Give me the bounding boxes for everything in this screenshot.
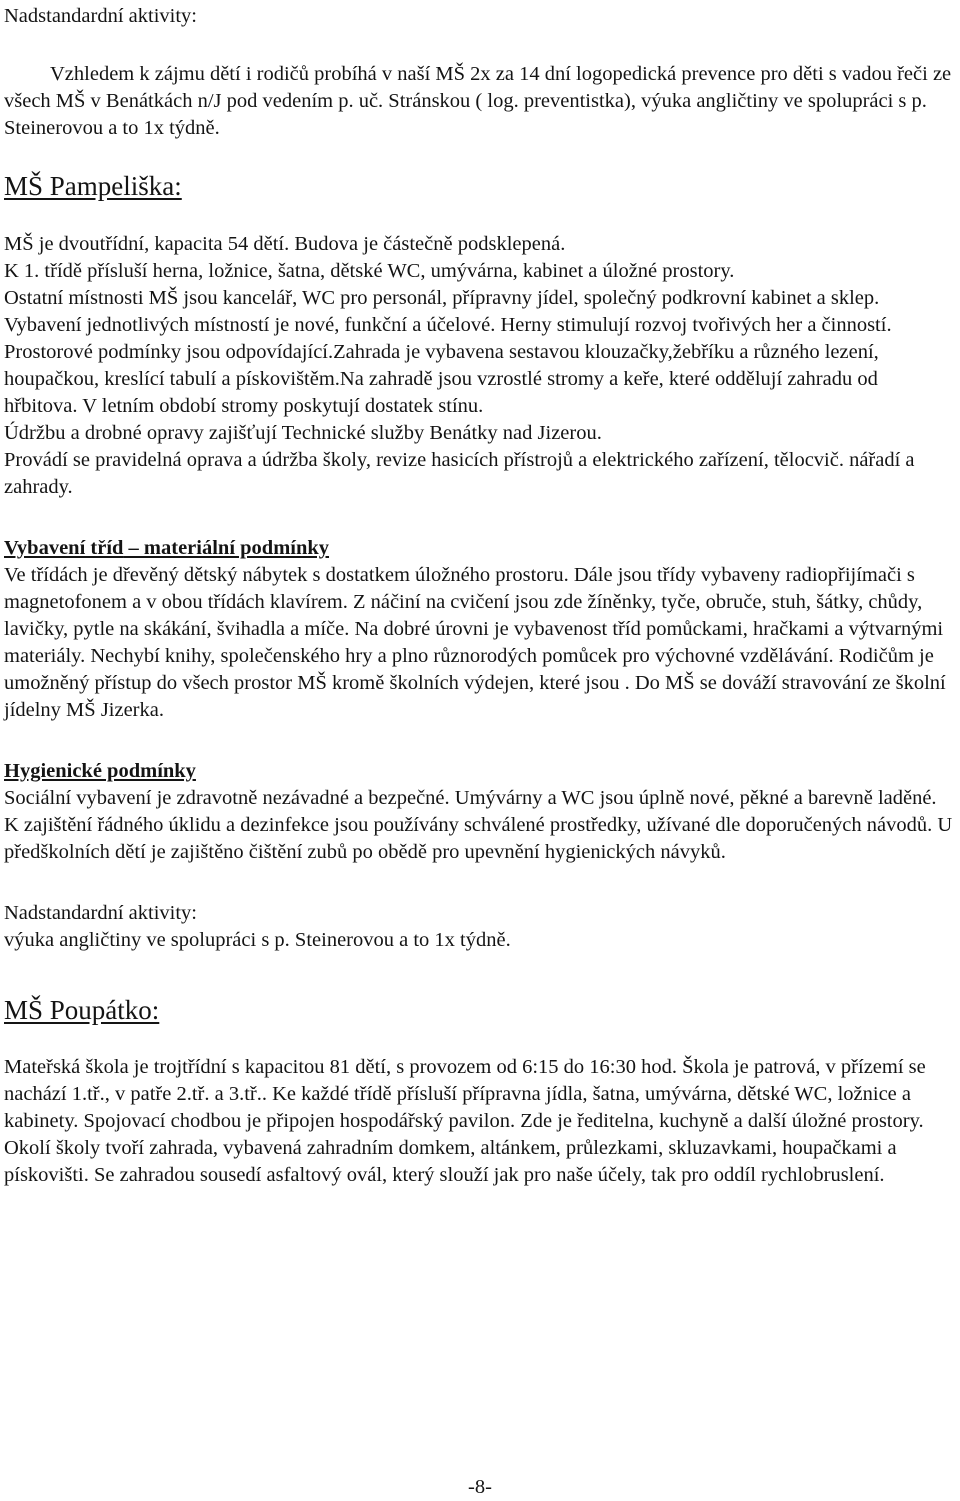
hygiene-heading: Hygienické podmínky: [4, 760, 196, 782]
poupatko-paragraph: Mateřská škola je trojtřídní s kapacitou 81 dětí, s provozem od 6:15 do 16:30 hod. Škola je patrová, v přízemí se nachází 1.tř., v patře 2.tř. a 3.tř.. Ke každé třídě přísluší přípravna jídla, šatna, umývárna, dětské WC, ložnice a kabinety. Spojovací chodbou je připojen hospodářský pavilon. Zde je ředitelna, kuchyně a další úložné prostory. Okolí školy tvoří zahrada, vybavená zahradním domkem, altánkem, průlezkami, skluzavkami, houpačkami a pískovišti. Se zahradou sousedí asfaltový ovál, který slouží jak pro naše účely, tak pro oddíl rychlobruslení.: [4, 1056, 926, 1186]
intro-label: Nadstandardní aktivity:: [4, 5, 197, 27]
extra-line: výuka angličtiny ve spolupráci s p. Steinerovou a to 1x týdně.: [4, 929, 511, 951]
page-number: -8-: [468, 1476, 492, 1498]
equipment-heading: [4, 535, 956, 562]
poupatko-title: MŠ Poupátko:: [4, 995, 160, 1025]
pampeliska-line-class-rooms: K 1. třídě přísluší herna, ložnice, šatna, dětské WC, umývárna, kabinet a úložné prostory.: [4, 260, 735, 282]
pampeliska-line-maintenance: Údržbu a drobné opravy zajišťují Technické služby Benátky nad Jizerou.: [4, 422, 602, 444]
equipment-heading-part2: – materiální podmínky: [123, 537, 330, 559]
intro-paragraph: Vzhledem k zájmu dětí i rodičů probíhá v naší MŠ 2x za 14 dní logopedická prevence pro děti s vadou řeči ze všech MŠ v Benátkách n/J pod vedením p. uč. Stránskou ( log. preventistka), výuka angličtiny ve spolupráci s p. Steinerovou a to 1x týdně.: [4, 63, 952, 139]
pampeliska-body: [4, 231, 956, 501]
extra-label: Nadstandardní aktivity:: [4, 902, 197, 924]
pampeliska-title: MŠ Pampeliška:: [4, 171, 182, 201]
hygiene-paragraph: Sociální vybavení je zdravotně nezávadné a bezpečné. Umývárny a WC jsou úplně nové, pěkné a barevně laděné. K zajištění řádného úklidu a dezinfekce jsou používány schválené prostředky, užívané dle doporučených návodů. U předškolních dětí je zajištěno čištění zubů po obědě pro upevnění hygienických návyků.: [4, 787, 953, 863]
pampeliska-line-repairs: Provádí se pravidelná oprava a údržba školy, revize hasicích přístrojů a elektrického zařízení, tělocvič. nářadí a zahrady.: [4, 449, 915, 498]
pampeliska-line-capacity: MŠ je dvoutřídní, kapacita 54 dětí. Budova je částečně podsklepená.: [4, 233, 566, 255]
pampeliska-line-other-rooms: Ostatní místnosti MŠ jsou kancelář, WC pro personál, přípravny jídel, společný podkrovní kabinet a sklep.: [4, 287, 880, 309]
document-page: [4, 0, 956, 1189]
equipment-heading-part1: Vybavení tříd: [4, 537, 124, 559]
equipment-paragraph: Ve třídách je dřevěný dětský nábytek s dostatkem úložného prostoru. Dále jsou třídy vybaveny radiopřijímači s magnetofonem a v obou třídách klavírem. Z náčiní na cvičení jsou zde žíněnky, tyče, obruče, stuh, šátky, chůdy, lavičky, pytle na skákání, švihadla a míče. Na dobré úrovni je vybavenost tříd pomůckami, hračkami a výtvarnými materiály. Nechybí knihy, společenského hry a plno různorodých pomůcek pro výchovné vzdělávání. Rodičům je umožněný přístup do všech prostor MŠ kromě školních výdejen, které jsou . Do MŠ se dováží stravování ze školní jídelny MŠ Jizerka.: [4, 564, 946, 721]
pampeliska-line-equipment-garden: Vybavení jednotlivých místností je nové, funkční a účelové. Herny stimulují rozvoj tvořivých her a činností. Prostorové podmínky jsou odpovídající.Zahrada je vybavena sestavou klouzačky,žebříku a různého lezení, houpačkou, kreslící tabulí a pískovištěm.Na zahradě jsou vzrostlé stromy a keře, které oddělují zahradu od hřbitova. V letním období stromy poskytují dostatek stínu.: [4, 314, 892, 417]
